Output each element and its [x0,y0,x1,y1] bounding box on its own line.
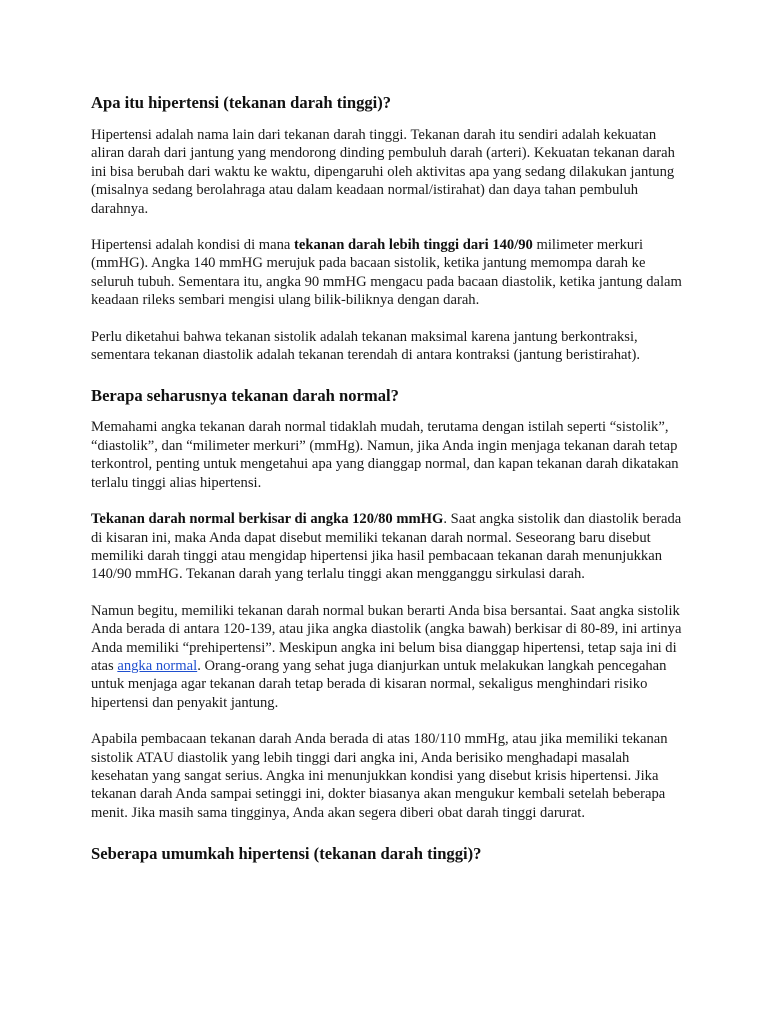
document-page [91,93,683,864]
paragraph-normal-range-text: . Saat angka sistolik dan diastolik berada di kisaran ini, maka Anda dapat disebut memiliki tekanan darah normal. Seseorang baru disebut memiliki darah tinggi atau mengidap hipertensi jika hasil pembacaan tekanan darah menunjukkan 140/90 mmHG. Tekanan darah yang terlalu tinggi akan mengganggu sirkulasi darah. [91,511,682,583]
heading-normal-pressure: Berapa seharusnya tekanan darah normal? [91,386,399,406]
paragraph-definition: Hipertensi adalah nama lain dari tekanan darah tinggi. Tekanan darah itu sendiri adalah kekuatan aliran darah dari jantung yang mendorong dinding pembuluh darah (arteri). Kekuatan tekanan darah ini bisa berubah dari waktu ke waktu, dipengaruhi oleh aktivitas apa yang sedang dilakukan jantung (misalnya sedang berolahraga atau dalam keadaan normal/istirahat) dan daya tahan pembuluh darahnya. [91,127,675,217]
paragraph-normal-range-bold: Tekanan darah normal berkisar di angka 120/80 mmHG [91,511,444,528]
paragraph-systolic-diastolic: Perlu diketahui bahwa tekanan sistolik adalah tekanan maksimal karena jantung berkontraksi, sementara tekanan diastolik adalah tekanan terendah di antara kontraksi (jantung beristirahat). [91,328,641,364]
paragraph-condition-bold: tekanan darah lebih tinggi dari 140/90 [294,237,533,254]
paragraph-prehypertension-text-1: Namun begitu, memiliki tekanan darah normal bukan berarti Anda bisa bersantai. Saat angka sistolik Anda berada di antara 120-139, atau jika angka diastolik (angka bawah) berkisar di 80-89, ini artinya Anda memiliki “prehipertensi”. Meskipun angka ini belum bisa dianggap hipertensi, tetap saja ini di atas [91,602,682,674]
paragraph-prehypertension [91,602,683,712]
paragraph-normal-range [91,510,683,584]
paragraph-condition-text-2: milimeter merkuri (mmHG). Angka 140 mmHG merujuk pada bacaan sistolik, ketika jantung memompa darah ke seluruh tubuh. Sementara itu, angka 90 mmHG mengacu pada bacaan diastolik, ketika jantung dalam keadaan rileks sembari mengisi ulang bilik-biliknya dengan darah. [91,237,682,309]
paragraph-condition-text-1: Hipertensi adalah kondisi di mana [91,237,295,254]
heading-how-common: Seberapa umumkah hipertensi (tekanan darah tinggi)? [91,844,482,864]
normal-numbers-link[interactable]: angka normal [117,657,198,674]
paragraph-prehypertension-text-2: . Orang-orang yang sehat juga dianjurkan untuk melakukan langkah pencegahan untuk menjaga agar tekanan darah tetap berada di kisaran normal, sekaligus menghindari risiko hipertensi dan penyakit jantung. [91,657,667,711]
paragraph-understanding: Memahami angka tekanan darah normal tidaklah mudah, terutama dengan istilah seperti “sistolik”, “diastolik”, dan “milimeter merkuri” (mmHg). Namun, jika Anda ingin menjaga tekanan darah tetap terkontrol, penting untuk mengetahui apa yang dianggap normal, dan kapan tekanan darah dikatakan terlalu tinggi alias hipertensi. [91,419,679,491]
paragraph-condition [91,236,683,310]
paragraph-crisis: Apabila pembacaan tekanan darah Anda berada di atas 180/110 mmHg, atau jika memiliki tekanan sistolik ATAU diastolik yang lebih tinggi dari angka ini, Anda berisiko menghadapi masalah kesehatan yang sangat serius. Angka ini menunjukkan kondisi yang disebut krisis hipertensi. Jika tekanan darah Anda sampai setinggi ini, dokter biasanya akan mengukur kembali setelah beberapa menit. Jika masih sama tingginya, Anda akan segera diberi obat darah tinggi darurat. [91,731,668,821]
heading-what-is-hypertension: Apa itu hipertensi (tekanan darah tinggi)? [91,93,392,112]
